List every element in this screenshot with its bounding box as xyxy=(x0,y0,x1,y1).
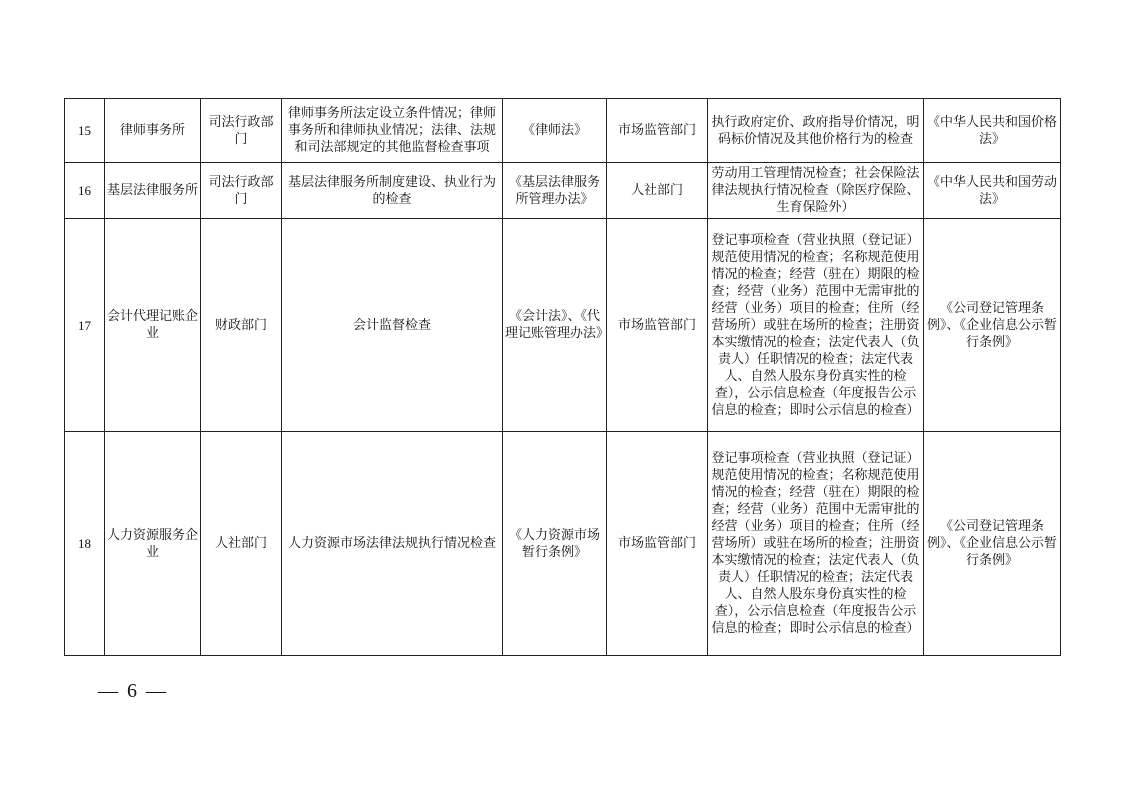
joint-dept: 市场监管部门 xyxy=(607,99,708,163)
row-number: 15 xyxy=(65,99,105,163)
legal-basis: 《律师法》 xyxy=(503,99,607,163)
object-name: 律师事务所 xyxy=(105,99,201,163)
joint-inspection-content: 执行政府定价、政府指导价情况，明码标价情况及其他价格行为的检查 xyxy=(708,99,924,163)
row-number: 16 xyxy=(65,163,105,219)
object-name: 人力资源服务企业 xyxy=(105,432,201,656)
object-name: 基层法律服务所 xyxy=(105,163,201,219)
table-row xyxy=(65,219,1061,432)
inspection-content: 律师事务所法定设立条件情况；律师事务所和律师执业情况；法律、法规和司法部规定的其他监督检查事项 xyxy=(282,99,503,163)
joint-dept: 人社部门 xyxy=(607,163,708,219)
joint-legal-basis: 《中华人民共和国劳动法》 xyxy=(924,163,1061,219)
table-row xyxy=(65,163,1061,219)
responsible-dept: 财政部门 xyxy=(201,219,282,432)
inspection-content: 基层法律服务所制度建设、执业行为的检查 xyxy=(282,163,503,219)
inspection-content: 人力资源市场法律法规执行情况检查 xyxy=(282,432,503,656)
object-name: 会计代理记账企业 xyxy=(105,219,201,432)
table-row xyxy=(65,432,1061,656)
joint-legal-basis: 《中华人民共和国价格法》 xyxy=(924,99,1061,163)
responsible-dept: 人社部门 xyxy=(201,432,282,656)
responsible-dept: 司法行政部门 xyxy=(201,163,282,219)
legal-basis: 《人力资源市场暂行条例》 xyxy=(503,432,607,656)
supervision-table xyxy=(64,98,1061,656)
responsible-dept: 司法行政部门 xyxy=(201,99,282,163)
legal-basis: 《会计法》、《代理记账管理办法》 xyxy=(503,219,607,432)
page-number: — 6 — xyxy=(98,680,168,702)
table-row xyxy=(65,99,1061,163)
joint-legal-basis: 《公司登记管理条例》、《企业信息公示暂行条例》 xyxy=(924,432,1061,656)
joint-dept: 市场监管部门 xyxy=(607,432,708,656)
row-number: 18 xyxy=(65,432,105,656)
joint-dept: 市场监管部门 xyxy=(607,219,708,432)
joint-inspection-content: 登记事项检查（营业执照（登记证）规范使用情况的检查；名称规范使用情况的检查；经营（驻在）期限的检查；经营（业务）范围中无需审批的经营（业务）项目的检查；住所（经营场所）或驻在场所的检查；注册资本实缴情况的检查；法定代表人（负责人）任职情况的检查；法定代表人、自然人股东身份真实性的检查），公示信息检查（年度报告公示信息的检查；即时公示信息的检查） xyxy=(708,432,924,656)
legal-basis: 《基层法律服务所管理办法》 xyxy=(503,163,607,219)
inspection-content: 会计监督检查 xyxy=(282,219,503,432)
row-number: 17 xyxy=(65,219,105,432)
joint-legal-basis: 《公司登记管理条例》、《企业信息公示暂行条例》 xyxy=(924,219,1061,432)
joint-inspection-content: 劳动用工管理情况检查；社会保险法律法规执行情况检查（除医疗保险、生育保险外） xyxy=(708,163,924,219)
joint-inspection-content: 登记事项检查（营业执照（登记证）规范使用情况的检查；名称规范使用情况的检查；经营（驻在）期限的检查；经营（业务）范围中无需审批的经营（业务）项目的检查；住所（经营场所）或驻在场所的检查；注册资本实缴情况的检查；法定代表人（负责人）任职情况的检查；法定代表人、自然人股东身份真实性的检查），公示信息检查（年度报告公示信息的检查；即时公示信息的检查） xyxy=(708,219,924,432)
